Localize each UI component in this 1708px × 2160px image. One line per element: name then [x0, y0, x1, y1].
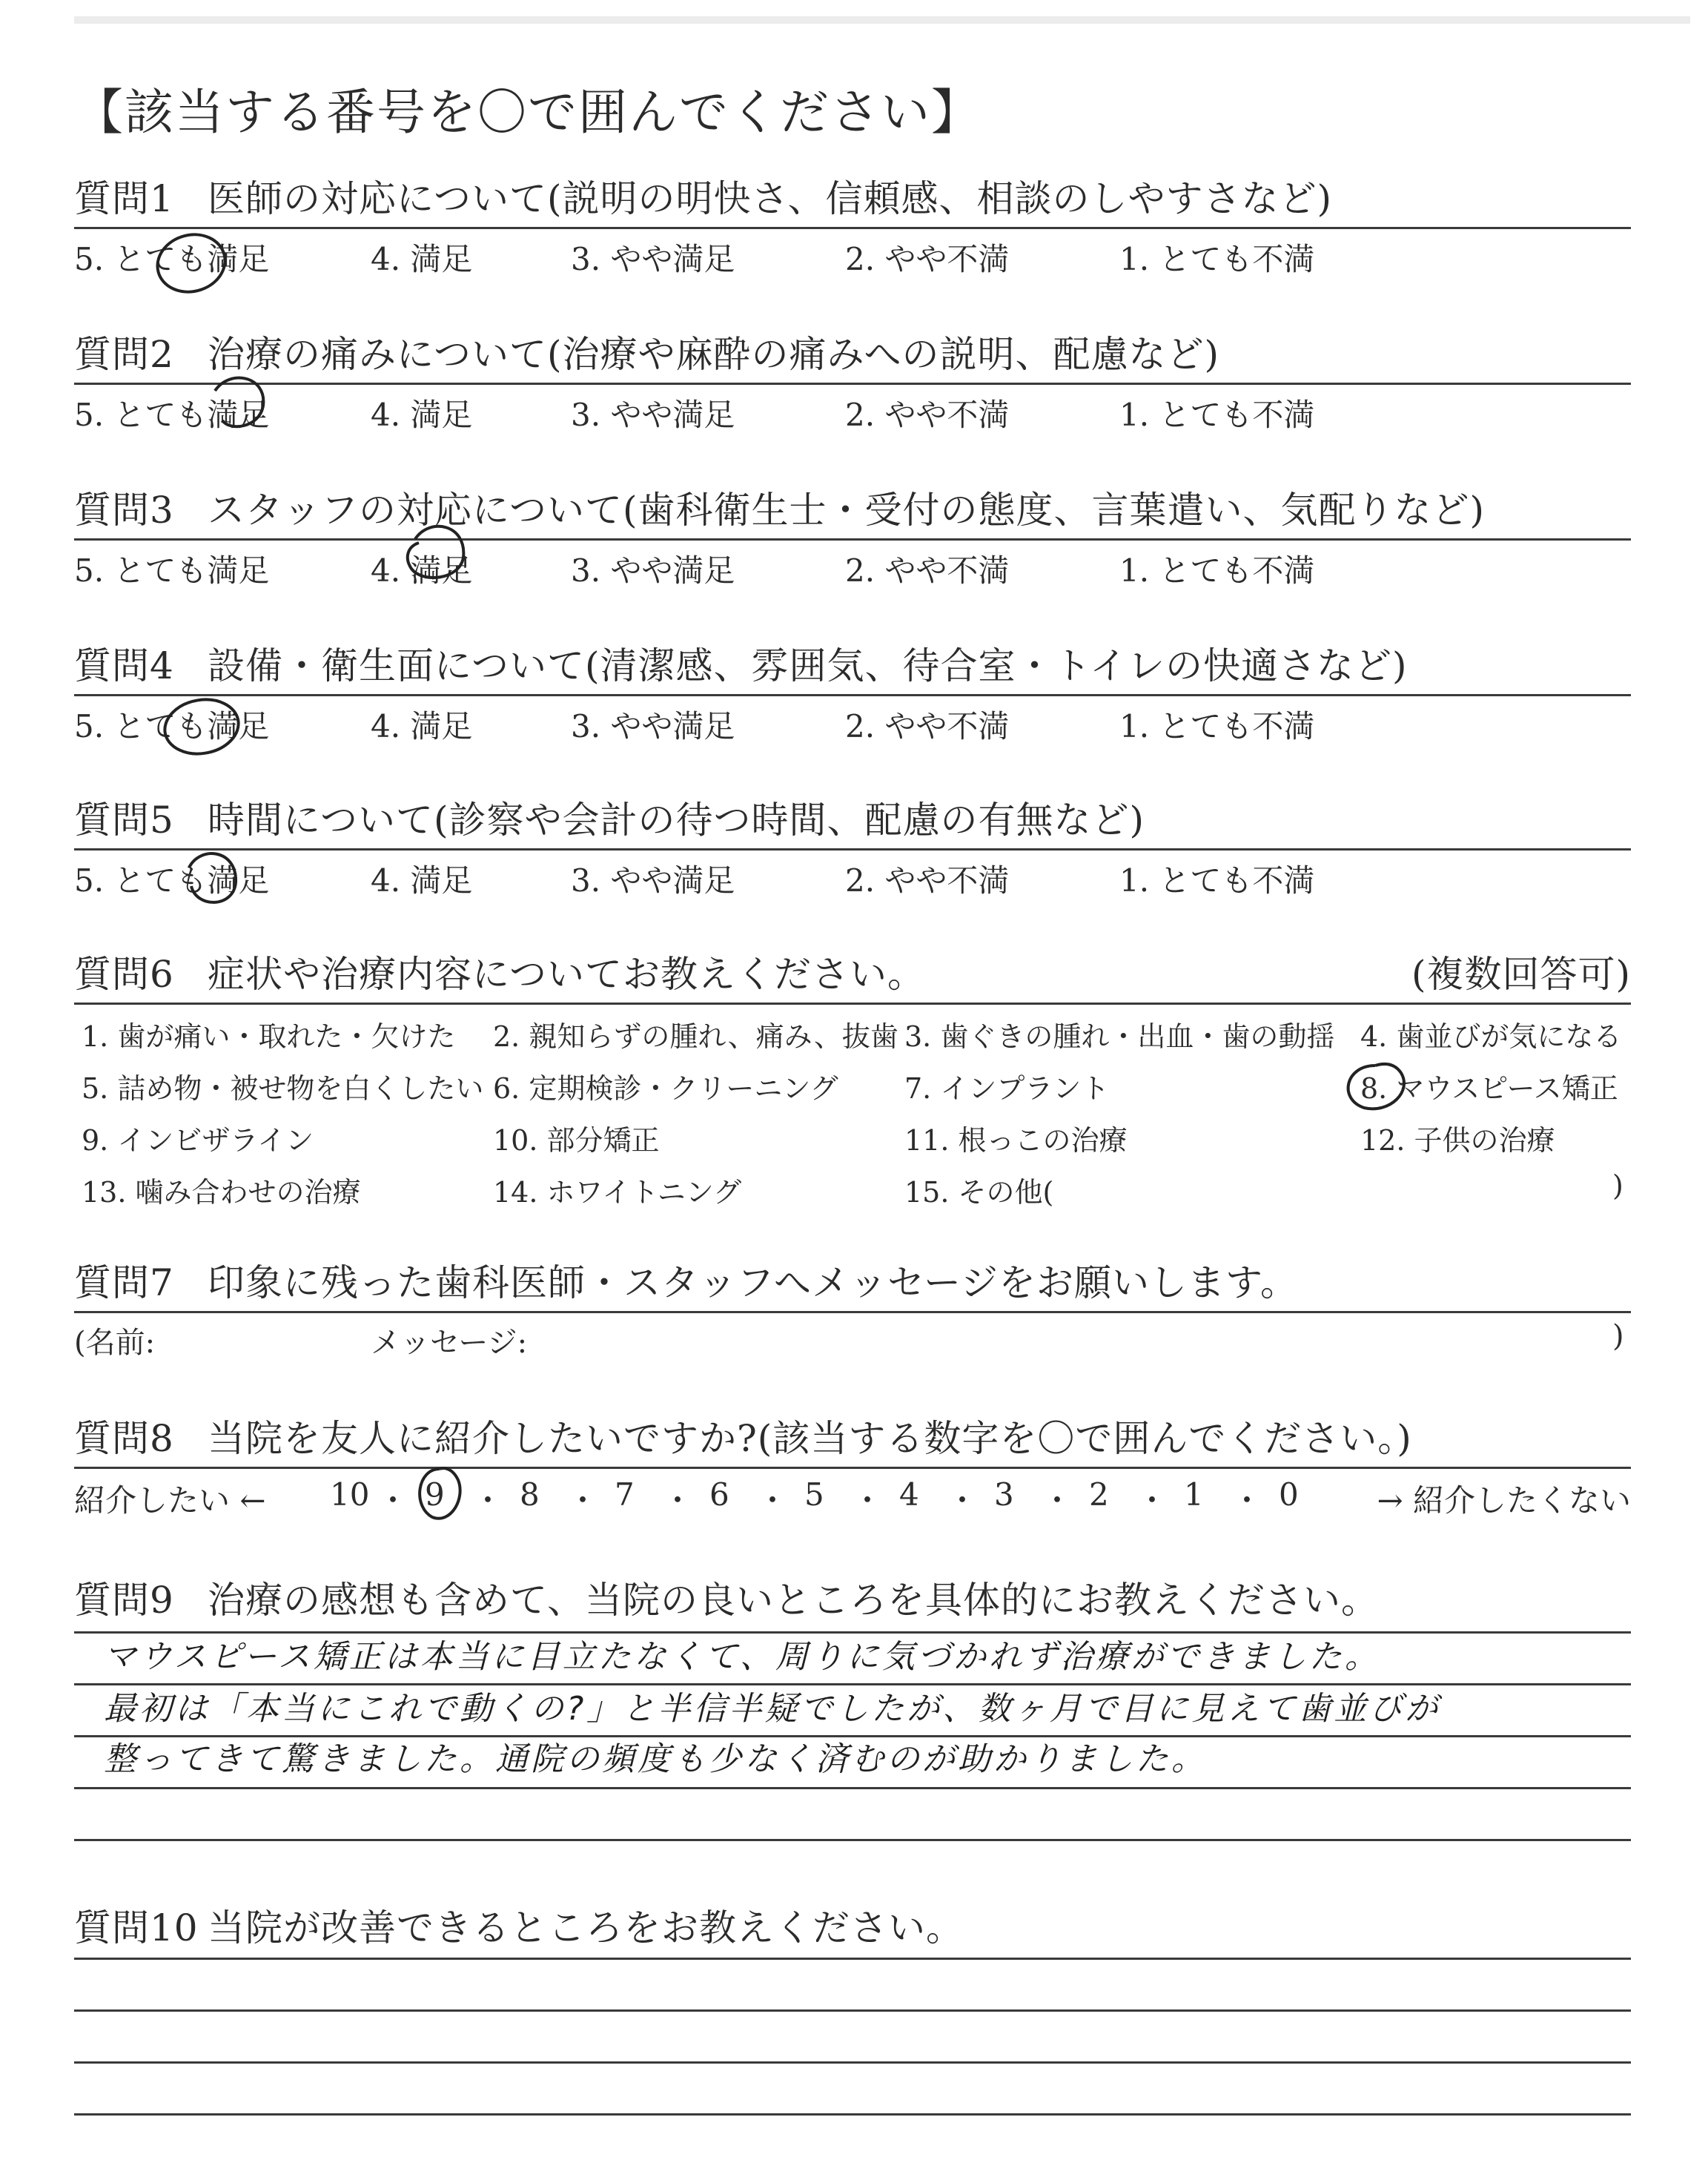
scale-separator: ・ — [1136, 1482, 1168, 1519]
symptom-option[interactable]: 14. ホワイトニング — [493, 1176, 742, 1209]
handwritten-answer-line: 最初は「本当にこれで動くの?」と半信半疑でしたが、数ヶ月で目に見えて歯並びが — [104, 1690, 1441, 1728]
option-very-dissatisfied[interactable]: 1. とても不満 — [1119, 397, 1315, 433]
name-label: (名前: — [74, 1326, 156, 1360]
close-paren: ) — [1612, 1319, 1624, 1353]
symptom-option[interactable]: 4. 歯並びが気になる — [1360, 1020, 1622, 1053]
divider — [74, 1003, 1631, 1005]
question-number: 質問7 — [74, 1261, 174, 1304]
symptom-option[interactable]: 13. 噛み合わせの治療 — [82, 1176, 361, 1209]
option-somewhat-satisfied[interactable]: 3. やや満足 — [571, 241, 735, 277]
question-number: 質問10 — [74, 1906, 199, 1949]
option-very-satisfied[interactable]: 5. とても満足 — [74, 708, 270, 744]
scale-option-6[interactable]: 6 — [709, 1476, 729, 1513]
writing-line — [74, 2061, 1631, 2064]
question-number: 質問3 — [74, 489, 174, 532]
scale-option-1[interactable]: 1 — [1184, 1476, 1204, 1513]
question-text: 設備・衛生面について(清潔感、雰囲気、待合室・トイレの快適さなど) — [208, 644, 1408, 687]
question-8 — [74, 1409, 1631, 1528]
scale-separator: ・ — [377, 1482, 409, 1519]
question-4 — [74, 636, 1631, 750]
scale-option-3[interactable]: 3 — [994, 1476, 1014, 1513]
option-satisfied[interactable]: 4. 満足 — [371, 241, 473, 277]
divider — [74, 848, 1631, 851]
form-title: 【該当する番号を〇で囲んでください】 — [74, 84, 982, 141]
option-very-satisfied[interactable]: 5. とても満足 — [74, 241, 270, 277]
question-number: 質問8 — [74, 1417, 174, 1460]
symptom-option[interactable]: 3. 歯ぐきの腫れ・出血・歯の動揺 — [904, 1020, 1335, 1053]
recommend-scale — [74, 1476, 1631, 1528]
question-2 — [74, 325, 1631, 438]
scale-option-5[interactable]: 5 — [804, 1476, 824, 1513]
scale-separator: ・ — [1231, 1482, 1263, 1519]
option-somewhat-satisfied[interactable]: 3. やや満足 — [571, 708, 735, 744]
symptom-option[interactable]: 7. インプラント — [904, 1072, 1110, 1105]
scale-option-2[interactable]: 2 — [1089, 1476, 1109, 1513]
option-somewhat-dissatisfied[interactable]: 2. やや不満 — [845, 241, 1010, 277]
symptom-option[interactable]: 11. 根っこの治療 — [904, 1124, 1128, 1157]
option-somewhat-dissatisfied[interactable]: 2. やや不満 — [845, 397, 1010, 433]
divider — [74, 383, 1631, 385]
question-number: 質問6 — [74, 953, 174, 996]
scale-option-9[interactable]: 9 — [425, 1476, 445, 1513]
writing-line — [74, 1958, 1631, 1960]
question-1 — [74, 169, 1631, 283]
option-very-satisfied[interactable]: 5. とても満足 — [74, 397, 270, 433]
question-number: 質問2 — [74, 333, 174, 376]
question-10 — [74, 1898, 1631, 1952]
symptom-option[interactable]: 5. 詰め物・被せ物を白くしたい — [82, 1072, 484, 1105]
recommend-label: 紹介したい ← — [74, 1482, 266, 1519]
question-7 — [74, 1253, 1631, 1367]
message-label: メッセージ: — [371, 1326, 528, 1360]
divider — [74, 1467, 1631, 1469]
close-paren: ) — [1612, 1169, 1623, 1202]
not-recommend-label: → 紹介したくない — [1377, 1482, 1631, 1519]
question-3 — [74, 480, 1631, 594]
question-9 — [74, 1571, 1631, 1624]
option-satisfied[interactable]: 4. 満足 — [371, 397, 473, 433]
top-edge-line — [74, 16, 1690, 24]
option-somewhat-dissatisfied[interactable]: 2. やや不満 — [845, 552, 1010, 589]
scale-option-7[interactable]: 7 — [615, 1476, 635, 1513]
option-somewhat-dissatisfied[interactable]: 2. やや不満 — [845, 708, 1010, 744]
question-5 — [74, 790, 1631, 904]
question-number: 質問1 — [74, 177, 174, 220]
scale-option-0[interactable]: 0 — [1279, 1476, 1299, 1513]
question-text: 治療の感想も含めて、当院の良いところを具体的にお教えください。 — [208, 1579, 1379, 1622]
divider — [74, 538, 1631, 541]
multiple-answers-note: (複数回答可) — [1411, 953, 1631, 996]
option-somewhat-satisfied[interactable]: 3. やや満足 — [571, 397, 735, 433]
scale-separator: ・ — [662, 1482, 694, 1519]
question-number: 質問9 — [74, 1579, 174, 1622]
scale-option-8[interactable]: 8 — [520, 1476, 540, 1513]
option-very-dissatisfied[interactable]: 1. とても不満 — [1119, 708, 1315, 744]
scale-separator: ・ — [472, 1482, 504, 1519]
option-very-dissatisfied[interactable]: 1. とても不満 — [1119, 552, 1315, 589]
symptom-option-selected[interactable]: 8. マウスピース矯正 — [1360, 1072, 1618, 1105]
symptom-option[interactable]: 1. 歯が痛い・取れた・欠けた — [82, 1020, 456, 1053]
option-very-satisfied[interactable]: 5. とても満足 — [74, 862, 270, 899]
question-text: 治療の痛みについて(治療や麻酔の痛みへの説明、配慮など) — [208, 333, 1220, 376]
scale-separator: ・ — [947, 1482, 979, 1519]
question-number: 質問4 — [74, 644, 174, 687]
divider — [74, 694, 1631, 696]
divider — [74, 1311, 1631, 1313]
question-text: スタッフの対応について(歯科衛生士・受付の態度、言葉遣い、気配りなど) — [208, 489, 1486, 532]
handwritten-answer-line: 整ってきて驚きました。通院の頻度も少なく済むのが助かりました。 — [104, 1740, 1207, 1778]
symptom-option[interactable]: 9. インビザライン — [82, 1124, 314, 1157]
writing-line — [74, 1787, 1631, 1789]
option-satisfied[interactable]: 4. 満足 — [371, 552, 473, 589]
symptom-option[interactable]: 12. 子供の治療 — [1360, 1124, 1555, 1157]
option-somewhat-satisfied[interactable]: 3. やや満足 — [571, 552, 735, 589]
symptom-option[interactable]: 6. 定期検診・クリーニング — [493, 1072, 838, 1105]
writing-line — [74, 2009, 1631, 2012]
question-text: 印象に残った歯科医師・スタッフへメッセージをお願いします。 — [208, 1261, 1298, 1304]
scale-separator: ・ — [757, 1482, 789, 1519]
writing-line — [74, 1839, 1631, 1841]
question-text: 医師の対応について(説明の明快さ、信頼感、相談のしやすさなど) — [208, 177, 1333, 220]
option-somewhat-dissatisfied[interactable]: 2. やや不満 — [845, 862, 1010, 899]
scale-separator: ・ — [567, 1482, 599, 1519]
question-text: 時間について(診察や会計の待つ時間、配慮の有無など) — [208, 799, 1145, 842]
option-very-dissatisfied[interactable]: 1. とても不満 — [1119, 241, 1315, 277]
scale-separator: ・ — [852, 1482, 884, 1519]
option-very-satisfied[interactable]: 5. とても満足 — [74, 552, 270, 589]
symptom-option-other[interactable]: 15. その他( — [904, 1176, 1054, 1209]
question-text: 当院が改善できるところをお教えください。 — [208, 1906, 964, 1949]
divider — [74, 227, 1631, 229]
symptom-option[interactable]: 10. 部分矯正 — [493, 1124, 660, 1157]
writing-line — [74, 2113, 1631, 2116]
handwritten-answer-line: マウスピース矯正は本当に目立たなくて、周りに気づかれず治療ができました。 — [104, 1638, 1380, 1676]
option-very-dissatisfied[interactable]: 1. とても不満 — [1119, 862, 1315, 899]
question-text: 症状や治療内容についてお教えください。 — [208, 953, 925, 996]
option-satisfied[interactable]: 4. 満足 — [371, 862, 473, 899]
symptom-option[interactable]: 2. 親知らずの腫れ、痛み、抜歯 — [493, 1020, 898, 1053]
option-somewhat-satisfied[interactable]: 3. やや満足 — [571, 862, 735, 899]
question-text: 当院を友人に紹介したいですか?(該当する数字を〇で囲んでください。) — [208, 1417, 1412, 1460]
scale-option-4[interactable]: 4 — [899, 1476, 919, 1513]
scale-option-10[interactable]: 10 — [330, 1476, 370, 1513]
option-satisfied[interactable]: 4. 満足 — [371, 708, 473, 744]
scale-separator: ・ — [1042, 1482, 1073, 1519]
question-number: 質問5 — [74, 799, 174, 842]
question-6 — [74, 945, 1631, 1236]
